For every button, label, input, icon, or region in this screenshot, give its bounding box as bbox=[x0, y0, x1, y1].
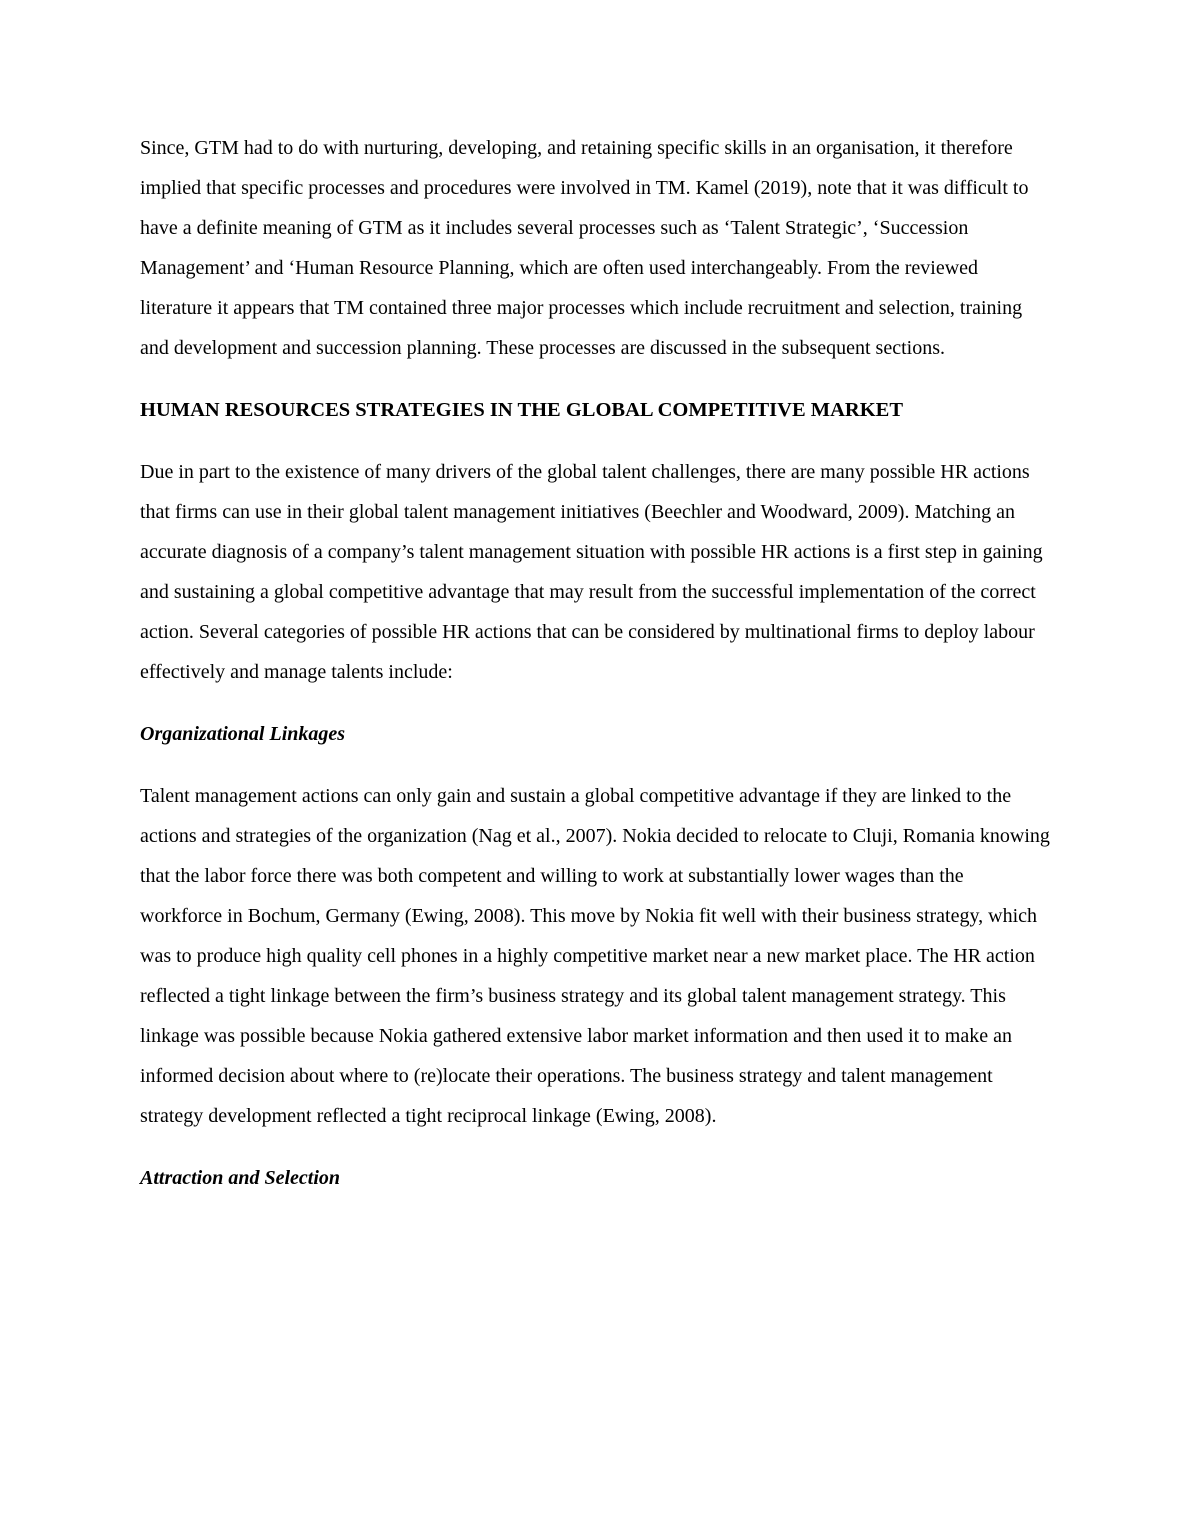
section-heading-hr-strategies: HUMAN RESOURCES STRATEGIES IN THE GLOBAL COMPETITIVE MARKET bbox=[140, 399, 904, 421]
paragraph-organizational-linkages: Talent management actions can only gain and sustain a global competitive advantage if they are linked to the actions and strategies of the organization (Nag et al., 2007). Nokia decided to relocate to Cluji, Romania knowing that the labor force there was both competent and willing to work at substantially lower wages than the workforce in Bochum, Germany (Ewing, 2008). This move by Nokia fit well with their business strategy, which was to produce high quality cell phones in a highly competitive market near a new market place. The HR action reflected a tight linkage between the firm’s business strategy and its global talent management strategy. This linkage was possible because Nokia gathered extensive labor market information and then used it to make an informed decision about where to (re)locate their operations. The business strategy and talent management strategy development reflected a tight reciprocal linkage (Ewing, 2008). bbox=[140, 785, 1050, 1127]
subheading-attraction-and-selection: Attraction and Selection bbox=[140, 1167, 341, 1189]
subheading-organizational-linkages: Organizational Linkages bbox=[140, 723, 346, 745]
paragraph-gtm-processes: Since, GTM had to do with nurturing, developing, and retaining specific skills in an organisation, it therefore implied that specific processes and procedures were involved in TM. Kamel (2019), note that it was difficult to have a definite meaning of GTM as it includes several processes such as ‘Talent Strategic’, ‘Succession Management’ and ‘Human Resource Planning, which are often used interchangeably. From the reviewed literature it appears that TM contained three major processes which include recruitment and selection, training and development and succession planning. These processes are discussed in the subsequent sections. bbox=[140, 137, 1029, 359]
paragraph-hr-actions: Due in part to the existence of many drivers of the global talent challenges, there are many possible HR actions that firms can use in their global talent management initiatives (Beechler and Woodward, 2009). Matching an accurate diagnosis of a company’s talent management situation with possible HR actions is a first step in gaining and sustaining a global competitive advantage that may result from the successful implementation of the correct action. Several categories of possible HR actions that can be considered by multinational firms to deploy labour effectively and manage talents include: bbox=[140, 461, 1043, 683]
